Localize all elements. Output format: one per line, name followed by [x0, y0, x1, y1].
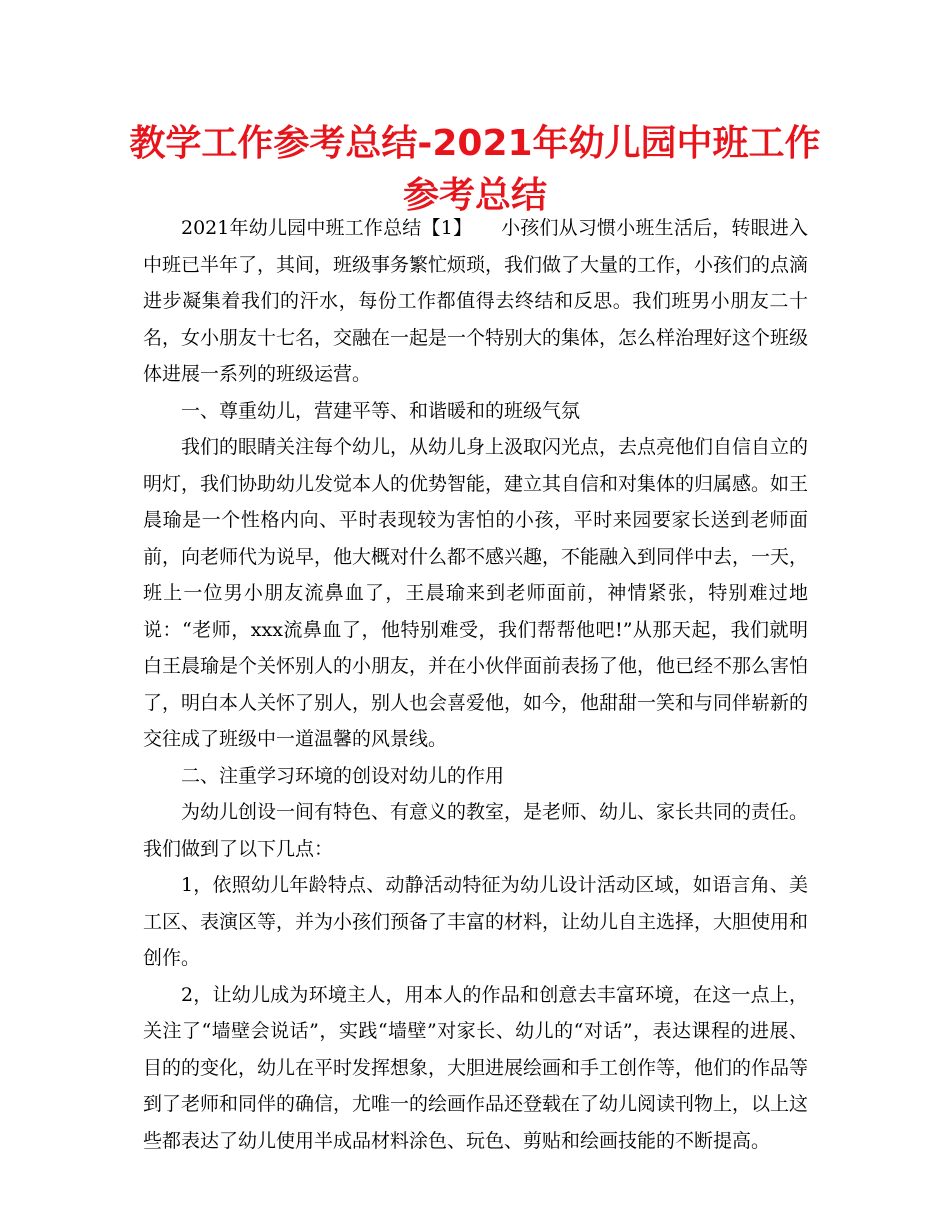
paragraph-section-1: 我们的眼睛关注每个幼儿，从幼儿身上汲取闪光点，去点亮他们自信自立的明灯，我们协助幼儿发觉本人的优势智能，建立其自信和对集体的归属感。如王晨瑜是一个性格内向、平时表现较为害怕的小孩，平时来园要家长送到老师面前，向老师代为说早，他大概对什么都不感兴趣，不能融入到同伴中去，一天，班上一位男小朋友流鼻血了，王晨瑜来到老师面前，神情紧张，特别难过地说：“老师，xxx流鼻血了，他特别难受，我们帮帮他吧!”从那天起，我们就明白王晨瑜是个关怀别人的小朋友，并在小伙伴面前表扬了他，他已经不那么害怕了，明白本人关怀了别人，别人也会喜爱他，如今，他甜甜一笑和与同伴崭新的交往成了班级中一道温馨的风景线。	[143, 436, 809, 750]
paragraph-section-2: 为幼儿创设一间有特色、有意义的教室，是老师、幼儿、家长共同的责任。我们做到了以下几点：	[143, 801, 809, 860]
paragraph-intro: 2021年幼儿园中班工作总结【1】 小孩们从习惯小班生活后，转眼进入中班已半年了，其间，班级事务繁忙烦琐，我们做了大量的工作，小孩们的点滴进步凝集着我们的汗水，每份工作都值得去终结和反思。我们班男小朋友二十名，女小朋友十七名，交融在一起是一个特别大的集体，怎么样治理好这个班级体进展一系列的班级运营。	[143, 217, 809, 385]
document-title: 教学工作参考总结-2021年幼儿园中班工作参考总结	[129, 123, 821, 216]
list-item-2: 2，让幼儿成为环境主人，用本人的作品和创意去丰富环境，在这一点上，关注了“墙壁会说话”，实践“墙壁”对家长、幼儿的“对话”，表达课程的进展、目的的变化，幼儿在平时发挥想象，大胆进展绘画和手工创作等，他们的作品等到了老师和同伴的确信，尤唯一的绘画作品还登载在了幼儿阅读刊物上，以上这些都表达了幼儿使用半成品材料涂色、玩色、剪贴和绘画技能的不断提高。	[143, 983, 809, 1152]
section-heading-1: 一、尊重幼儿，营建平等、和谐暖和的班级气氛	[181, 399, 581, 422]
document-body	[143, 210, 808, 1159]
section-heading-2: 二、注重学习环境的创设对幼儿的作用	[181, 764, 505, 787]
list-item-1: 1，依照幼儿年龄特点、动静活动特征为幼儿设计活动区域，如语言角、美工区、表演区等，并为小孩们预备了丰富的材料，让幼儿自主选择，大胆使用和创作。	[143, 874, 809, 969]
